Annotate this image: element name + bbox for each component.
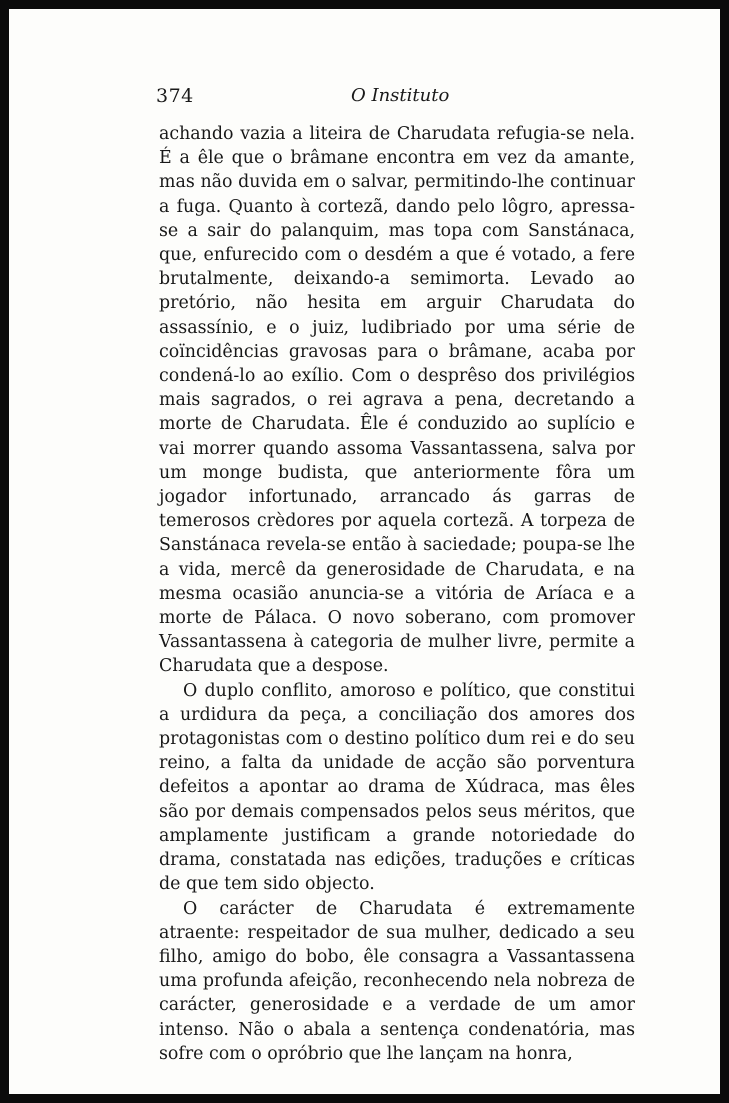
book-page bbox=[9, 9, 720, 1094]
running-head bbox=[156, 85, 636, 111]
body-text bbox=[159, 122, 635, 1066]
running-title: O Instituto bbox=[351, 85, 450, 106]
page-number: 374 bbox=[156, 85, 194, 107]
paragraph: achando vazia a liteira de Charudata refugia-se nela. É a êle que o brâmane encontra em vez da amante, mas não duvida em o salvar, permitindo-lhe continuar a fuga. Quanto à cortezã, dando pelo lôgro, apressa-se a sair do palanquim, mas topa com Sanstánaca, que, enfurecido com o desdém a que é votado, a fere brutalmente, deixando-a semimorta. Levado ao pretório, não hesita em arguir Charudata do assassínio, e o juiz, ludibriado por uma série de coïncidências gravosas para o brâmane, acaba por condená-lo ao exílio. Com o desprêso dos privilégios mais sagrados, o rei agrava a pena, decretando a morte de Charudata. Êle é conduzido ao suplício e vai morrer quando assoma Vassantassena, salva por um monge budista, que anteriormente fôra um jogador infortunado, arrancado ás garras de temerosos crèdores por aquela cortezã. A torpeza de Sanstánaca revela-se então à saciedade; poupa-se lhe a vida, mercê da generosidade de Charudata, e na mesma ocasião anuncia-se a vitória de Aríaca e a morte de Pálaca. O novo soberano, com promover Vassantassena à categoria de mulher livre, permite a Charudata que a despose. bbox=[159, 124, 635, 677]
paragraph: O carácter de Charudata é extremamente atraente: respeitador de sua mulher, dedicado a seu filho, amigo do bobo, êle consagra a Vassantassena uma profunda afeição, reconhecendo nela nobreza de carácter, generosidade e a verdade de um amor intenso. Não o abala a sentença condenatória, mas sofre com o opróbrio que lhe lançam na honra, bbox=[159, 898, 635, 1064]
paragraph: O duplo conflito, amoroso e político, que constitui a urdidura da peça, a conciliação dos amores dos protagonistas com o destino político dum rei e do seu reino, a falta da unidade de acção são porventura defeitos a apontar ao drama de Xúdraca, mas êles são por demais compensados pelos seus méritos, que amplamente justificam a grande notoriedade do drama, constatada nas edições, traduções e críticas de que tem sido objecto. bbox=[159, 680, 635, 895]
